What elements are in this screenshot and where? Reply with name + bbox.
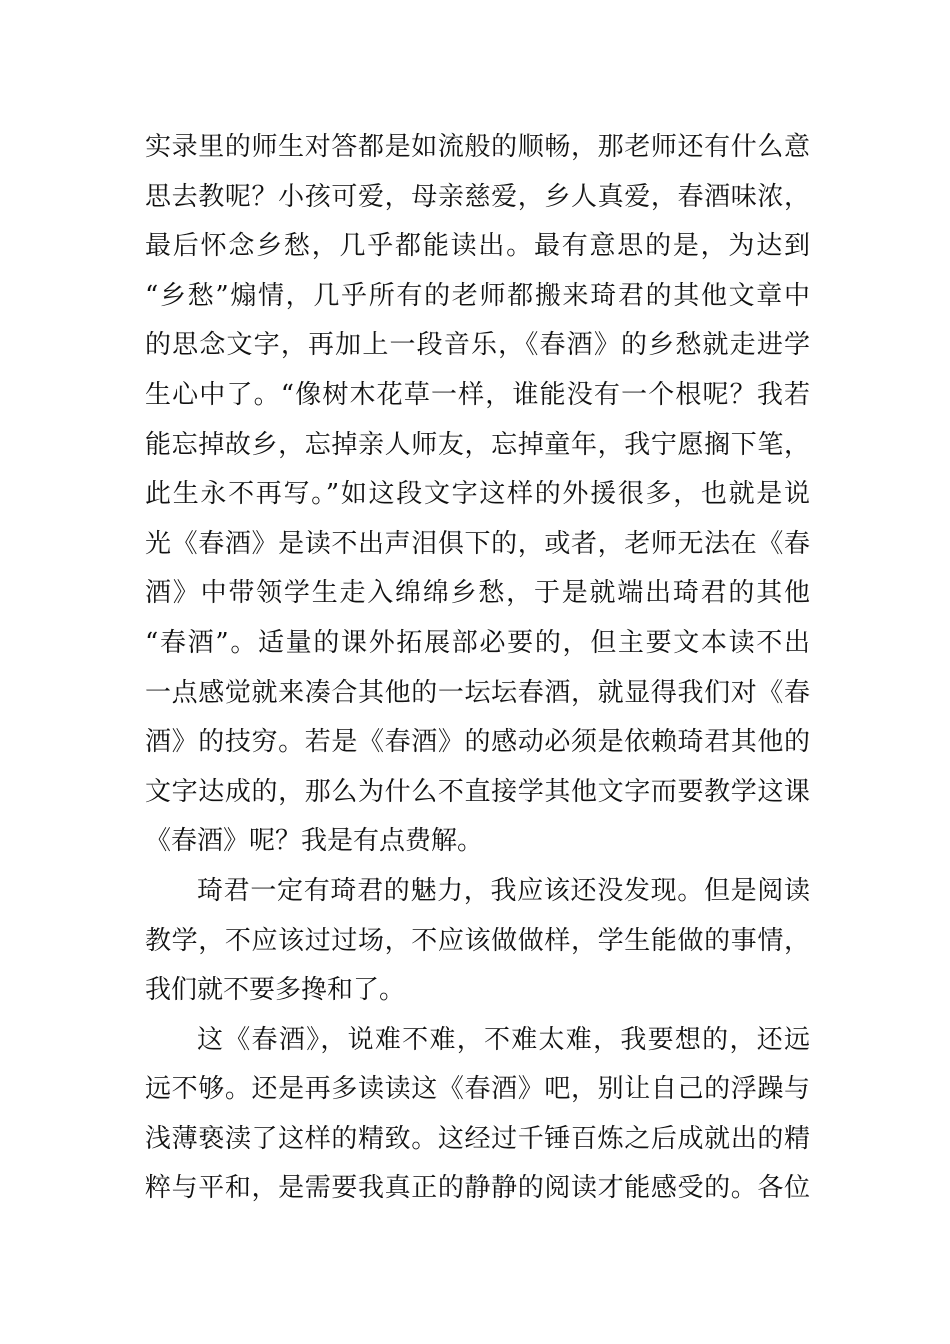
text-line: 浅薄亵渎了这样的精致。这经过千锤百炼之后成就出的精 [145,1123,810,1154]
text-line: 远不够。还是再多读读这《春酒》吧，别让自己的浮躁与 [145,1074,810,1105]
text-line: 实录里的师生对答都是如流般的顺畅，那老师还有什么意 [145,132,810,162]
text-line: 最后怀念乡愁，几乎都能读出。最有意思的是，为达到 [145,231,810,262]
text-line: 琦君一定有琦君的魅力，我应该还没发现。但是阅读 [197,875,810,906]
text-line: 这《春酒》，说难不难，不难太难，我要想的，还远 [197,1024,810,1055]
text-line: 一点感觉就来凑合其他的一坛坛春酒，就显得我们对《春 [145,677,810,708]
text-line: 能忘掉故乡，忘掉亲人师友，忘掉童年，我宁愿搁下笔， [145,429,810,460]
text-line: 此生永不再写。”如这段文字这样的外援很多，也就是说 [145,479,810,510]
text-line: 教学，不应该过过场，不应该做做样，学生能做的事情， [145,925,810,956]
text-line: 的思念文字，再加上一段音乐，《春酒》的乡愁就走进学 [145,330,810,361]
text-line: 思去教呢？小孩可爱，母亲慈爱，乡人真爱，春酒味浓， [145,181,810,212]
text-line: 文字达成的，那么为什么不直接学其他文字而要教学这课 [145,776,810,807]
text-line: 酒》的技穷。若是《春酒》的感动必须是依赖琦君其他的 [145,727,810,758]
text-line: 我们就不要多搀和了。 [145,975,406,1006]
text-line: 生心中了。“像树木花草一样，谁能没有一个根呢？我若 [145,379,810,410]
text-line: 粹与平和，是需要我真正的静静的阅读才能感受的。各位 [145,1173,810,1204]
text-line: “乡愁”煽情，几乎所有的老师都搬来琦君的其他文章中 [145,280,810,311]
text-line: 酒》中带领学生走入绵绵乡愁，于是就端出琦君的其他 [145,578,810,609]
body-text [145,123,810,1214]
text-line: “春酒”。适量的课外拓展部必要的，但主要文本读不出 [145,627,810,658]
text-line: 《春酒》呢？我是有点费解。 [145,826,484,857]
text-line: 光《春酒》是读不出声泪俱下的，或者，老师无法在《春 [145,528,810,559]
